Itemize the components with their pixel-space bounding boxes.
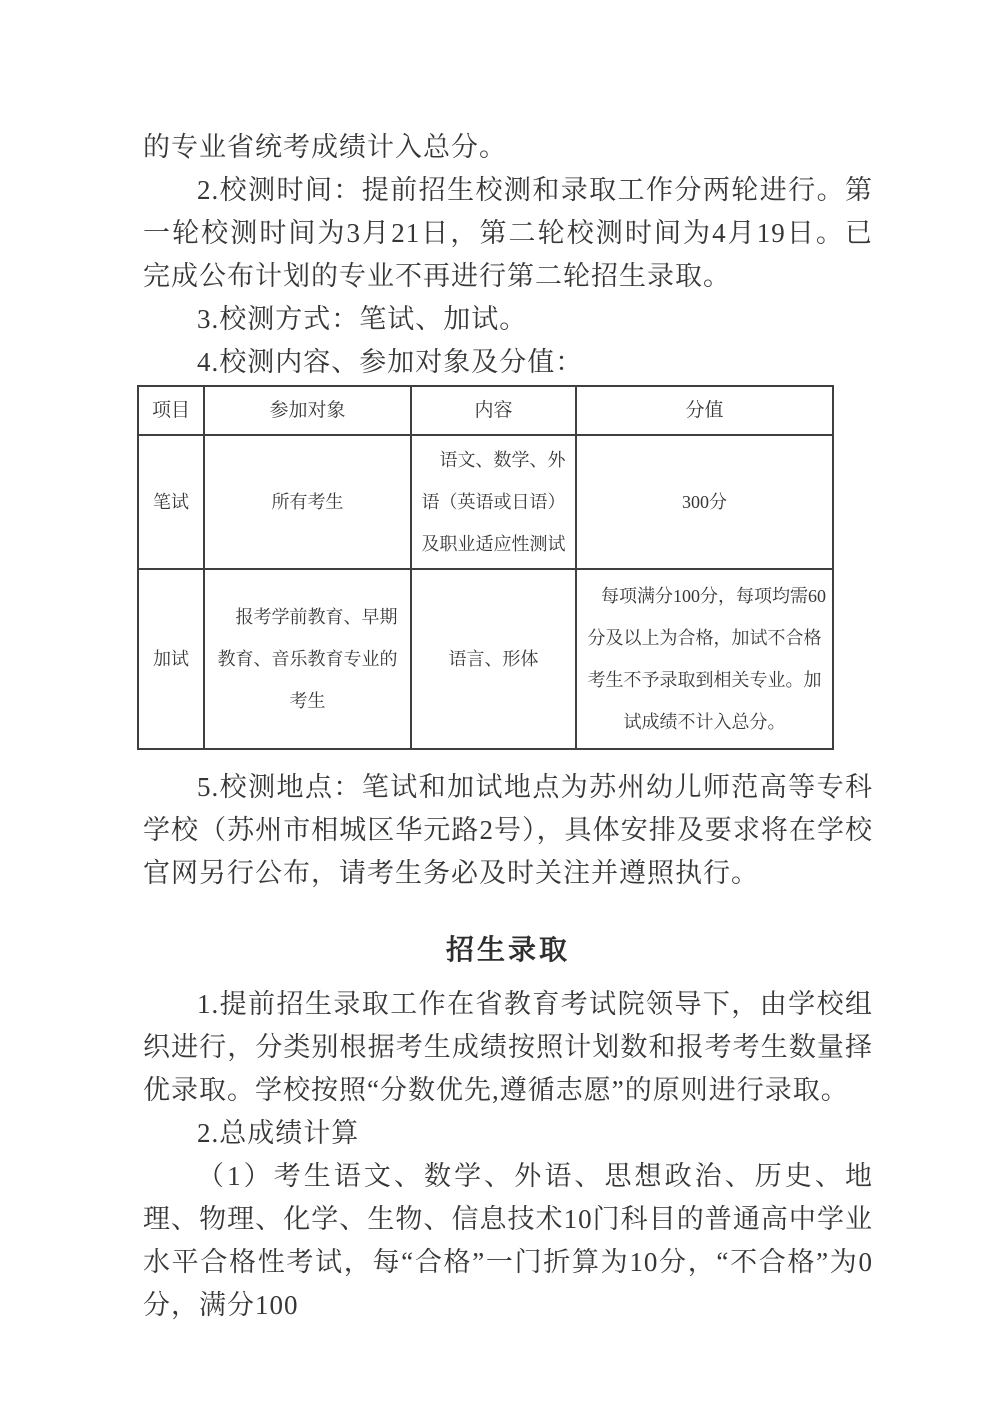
paragraph-score-conversion: （1）考生语文、数学、外语、思想政治、历史、地理、物理、化学、生物、信息技术10门科目的普通高中学业水平合格性考试，每“合格”一门折算为10分，“不合格”为0分，满分100: [143, 1161, 873, 1320]
cell-additional-test-content: 语言、形体: [411, 569, 576, 749]
exam-info-table: [137, 385, 834, 750]
table-header-content: 内容: [411, 386, 576, 435]
table-header-score: 分值: [576, 386, 833, 435]
cell-written-test-content: 语文、数学、外语（英语或日语）及职业适应性测试: [411, 435, 576, 569]
paragraph-enrollment-process: 1.提前招生录取工作在省教育考试院领导下，由学校组织进行，分类别根据考生成绩按照计划数和报考考生数量择优录取。学校按照“分数优先,遵循志愿”的原则进行录取。: [143, 989, 873, 1105]
cell-written-test-score: 300分: [576, 435, 833, 569]
table-header-participants: 参加对象: [204, 386, 411, 435]
cell-additional-test-item: 加试: [138, 569, 204, 749]
cell-written-test-participants: 所有考生: [204, 435, 411, 569]
table-row-additional-test: [138, 569, 833, 749]
table-header-item: 项目: [138, 386, 204, 435]
table-header-row: [138, 386, 833, 435]
cell-additional-test-participants: 报考学前教育、早期教育、音乐教育专业的考生: [204, 569, 411, 749]
cell-additional-test-score: 每项满分100分，每项均需60分及以上为合格，加试不合格考生不予录取到相关专业。加试成绩不计入总分。: [576, 569, 833, 749]
section-title-enrollment: 招生录取: [445, 935, 570, 966]
table-row-written-test: [138, 435, 833, 569]
cell-written-test-item: 笔试: [138, 435, 204, 569]
paragraph-province-score: 的专业省统考成绩计入总分。: [143, 132, 507, 162]
paragraph-test-schedule: 2.校测时间：提前招生校测和录取工作分两轮进行。第一轮校测时间为3月21日，第二轮校测时间为4月19日。已完成公布计划的专业不再进行第二轮招生录取。: [143, 175, 873, 291]
paragraph-total-score-calc: 2.总成绩计算: [197, 1118, 360, 1148]
paragraph-test-location: 5.校测地点：笔试和加试地点为苏州幼儿师范高等专科学校（苏州市相城区华元路2号），具体安排及要求将在学校官网另行公布，请考生务必及时关注并遵照执行。: [143, 772, 873, 888]
paragraph-test-content-intro: 4.校测内容、参加对象及分值：: [197, 347, 584, 377]
paragraph-test-method: 3.校测方式：笔试、加试。: [197, 304, 528, 334]
